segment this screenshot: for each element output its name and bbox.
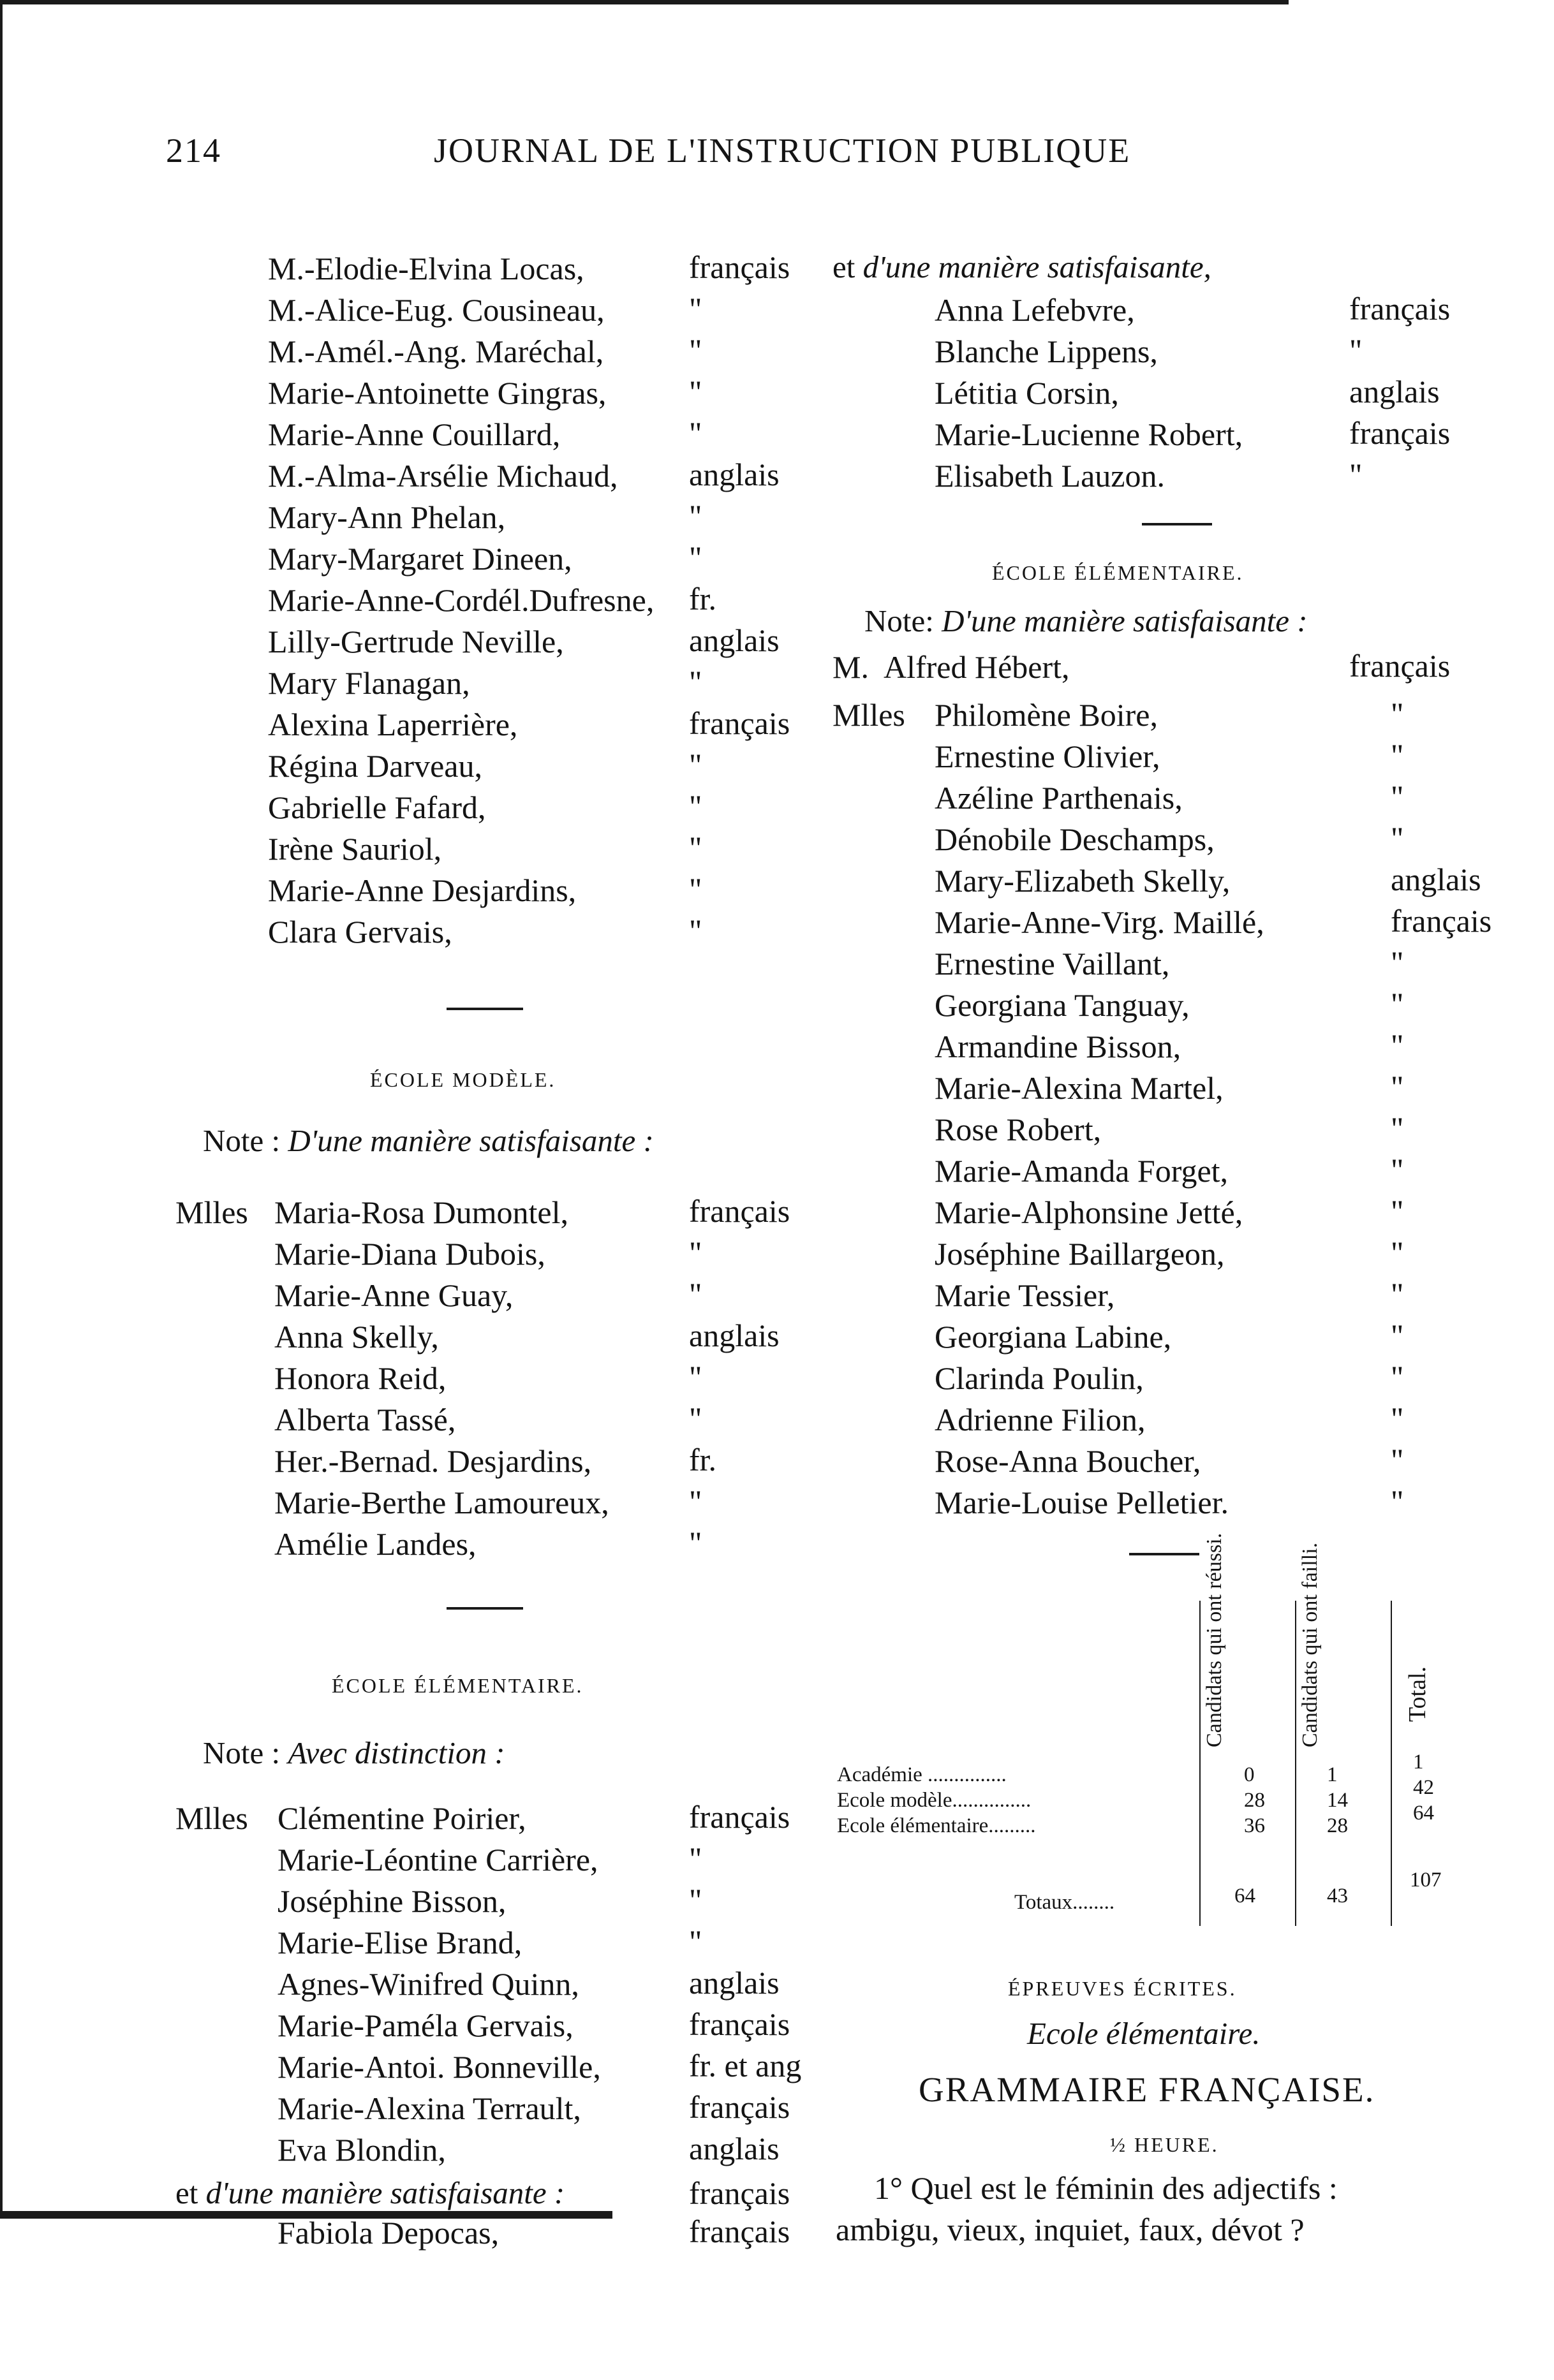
list-item: Marie-Alphonsine Jetté, [935,1194,1243,1230]
list-item: Marie-Anne Guay, [274,1277,514,1313]
list-item: Marie-Diana Dubois, [274,1236,545,1272]
list-item: M.-Alma-Arsélie Michaud, [268,458,618,494]
list-item: Elisabeth Lauzon. [935,458,1165,494]
language-label: " [689,415,702,451]
list-item: Her.-Bernad. Desjardins, [274,1443,592,1479]
list-item: Mary-Ann Phelan, [268,499,506,535]
separator [447,1607,523,1610]
language-label: " [1391,1193,1404,1229]
m-prefix: M. [833,649,869,685]
list-item: Marie-Antoinette Gingras, [268,375,607,411]
table-cell: 42 [1413,1776,1434,1799]
language-label: " [689,747,702,782]
table-row-label: Académie ............... [837,1763,1007,1786]
list-item: Marie-Lucienne Robert, [935,416,1243,452]
ecole-elementaire-heading-right: ÉCOLE ÉLÉMENTAIRE. [992,561,1244,584]
table-cell: 28 [1244,1789,1265,1812]
mlles-prefix: Mlles [175,1194,248,1230]
language-label: " [1391,1110,1404,1146]
table-row-label: Ecole modèle............... [837,1789,1032,1812]
list-item: Létitia Corsin, [935,375,1119,411]
list-item: Agnes-Winifred Quinn, [278,1966,579,2002]
mlles-prefix: Mlles [833,697,905,733]
list-item: Marie-Anne Desjardins, [268,872,577,908]
language-label: anglais [689,1318,780,1353]
language-label: " [689,540,702,575]
language-label: " [689,498,702,534]
language-label: " [1391,1400,1404,1436]
language-label: fr. [689,581,717,617]
list-item: Clara Gervais, [268,914,452,950]
language-label: français [689,1193,790,1229]
ecole-modele-note: Note : D'une manière satisfaisante : [203,1123,654,1158]
journal-title: JOURNAL DE L'INSTRUCTION PUBLIQUE [434,131,1131,170]
language-label: " [689,1525,702,1561]
list-item: Marie Tessier, [935,1277,1115,1313]
column-divider [0,4,3,2211]
list-item: Marie-Amanda Forget, [935,1153,1229,1189]
list-item: Irène Sauriol, [268,831,442,867]
list-item: Eva Blondin, [278,2132,446,2168]
language-label: " [1391,1276,1404,1312]
language-label: français [1349,291,1451,327]
list-item: Georgiana Labine, [935,1319,1172,1355]
page-number: 214 [166,131,221,170]
list-item: Clarinda Poulin, [935,1360,1144,1396]
table-cell: 0 [1244,1763,1255,1786]
table-cell: 14 [1327,1789,1348,1812]
language-label: anglais [689,622,780,658]
separator [1142,523,1212,525]
list-item: Philomène Boire, [935,697,1158,733]
table-cell: 64 [1413,1802,1434,1825]
list-item: Gabrielle Fafard, [268,790,486,825]
table-col-line [1391,1601,1392,1926]
list-item: Clémentine Poirier, [278,1800,526,1836]
language-label: français [689,2214,790,2249]
language-label: " [1349,457,1363,492]
language-label: anglais [689,457,780,492]
language-label: français [1391,903,1492,939]
ecole-elementaire-italic: Ecole élémentaire. [1027,2016,1261,2051]
list-item: Marie-Anne Couillard, [268,416,561,452]
list-item: Rose-Anna Boucher, [935,1443,1201,1479]
language-label: " [689,788,702,824]
language-label: " [1391,1027,1404,1063]
language-label: français [689,2089,790,2125]
language-label: français [689,249,790,285]
list-item: Azéline Parthenais, [935,780,1183,816]
list-item: Anna Skelly, [274,1319,439,1355]
list-item: Maria-Rosa Dumontel, [274,1194,569,1230]
table-row-label: Ecole élémentaire......... [837,1814,1036,1837]
language-label: " [1391,1318,1404,1353]
mlles-prefix: Mlles [175,1800,248,1836]
language-label: " [1391,737,1404,773]
table-header: Total. [1404,1666,1431,1722]
language-label: " [1391,1483,1404,1519]
list-item: M.-Alice-Eug. Cousineau, [268,292,605,328]
language-label: " [689,1400,702,1436]
list-item: Marie-Alexina Martel, [935,1070,1224,1106]
table-cell: 1 [1413,1751,1424,1774]
language-label: " [689,830,702,865]
list-item: Marie-Alexina Terrault, [278,2090,581,2126]
language-label: français [689,2175,790,2211]
language-label: " [689,374,702,409]
language-label: " [1391,820,1404,856]
question-line: 1° Quel est le féminin des adjectifs : [874,2170,1338,2206]
ecole-modele-heading: ÉCOLE MODÈLE. [370,1068,556,1091]
language-label: " [1391,1359,1404,1395]
list-item: Marie-Léontine Carrière, [278,1842,598,1877]
table-cell: 36 [1244,1814,1265,1837]
language-label: " [1391,944,1404,980]
language-label: " [1391,1235,1404,1270]
epreuves-heading: ÉPREUVES ÉCRITES. [1008,1977,1237,2000]
satisfaisante-line: et d'une manière satisfaisante : [175,2175,565,2210]
language-label: " [689,913,702,948]
list-item: Alberta Tassé, [274,1402,456,1437]
right-note: Note: D'une manière satisfaisante : [864,603,1308,638]
list-item: Ernestine Olivier, [935,738,1160,774]
language-label: " [689,1882,702,1918]
language-label: " [1391,1442,1404,1478]
language-label: français [1349,648,1451,684]
separator [447,1008,523,1010]
grammaire-title: GRAMMAIRE FRANÇAISE. [919,2070,1375,2109]
table-cell: 107 [1410,1869,1442,1892]
list-item: Georgiana Tanguay, [935,987,1190,1023]
language-label: " [689,291,702,327]
question-line: ambigu, vieux, inquiet, faux, dévot ? [836,2212,1305,2247]
list-item: Fabiola Depocas, [278,2215,500,2251]
table-cell: 64 [1234,1884,1255,1907]
list-item: Alexina Laperrière, [268,707,518,742]
list-item: Mary-Margaret Dineen, [268,541,572,577]
list-item: Alfred Hébert, [884,649,1070,685]
language-label: " [689,1840,702,1876]
list-item: M.-Elodie-Elvina Locas, [268,251,584,286]
list-item: Adrienne Filion, [935,1402,1146,1437]
table-cell: 1 [1327,1763,1338,1786]
ecole-elementaire-note: Note : Avec distinction : [203,1735,505,1770]
list-item: Rose Robert, [935,1112,1102,1147]
list-item: Marie-Elise Brand, [278,1925,522,1960]
language-label: français [1349,415,1451,451]
language-label: fr. et ang [689,2048,802,2083]
language-label: " [1391,696,1404,731]
language-label: " [1349,332,1363,368]
list-item: Joséphine Baillargeon, [935,1236,1225,1272]
header-rule-thin [0,3,1289,4]
table-cell: 28 [1327,1814,1348,1837]
separator [1129,1553,1199,1555]
language-label: fr. [689,1442,717,1478]
table-col-line [1199,1601,1201,1926]
list-item: Marie-Berthe Lamoureux, [274,1485,609,1520]
right-intro: et d'une manière satisfaisante, [833,249,1211,284]
table-cell: 43 [1327,1884,1348,1907]
ecole-elementaire-heading: ÉCOLE ÉLÉMENTAIRE. [332,1674,584,1697]
language-label: anglais [689,1965,780,2001]
list-item: Honora Reid, [274,1360,447,1396]
table-col-line [1295,1601,1296,1926]
language-label: français [689,705,790,741]
list-item: Mary Flanagan, [268,665,470,701]
language-label: " [689,664,702,700]
language-label: anglais [689,2131,780,2166]
language-label: " [689,1235,702,1270]
language-label: " [689,1483,702,1519]
language-label: français [689,2006,790,2042]
list-item: Mary-Elizabeth Skelly, [935,863,1231,899]
list-item: Régina Darveau, [268,748,482,784]
language-label: " [689,871,702,907]
list-item: Marie-Louise Pelletier. [935,1485,1229,1520]
list-item: Blanche Lippens, [935,334,1158,369]
language-label: " [689,1276,702,1312]
list-item: Joséphine Bisson, [278,1883,507,1919]
language-label: " [1391,1152,1404,1187]
list-item: Marie-Antoi. Bonneville, [278,2049,601,2085]
language-label: " [1391,1069,1404,1105]
list-item: Ernestine Vaillant, [935,946,1170,981]
language-label: " [1391,986,1404,1022]
table-totals-label: Totaux........ [1014,1891,1115,1914]
list-item: Lilly-Gertrude Neville, [268,624,564,659]
table-header: Candidats qui ont failli. [1298,1542,1322,1747]
list-item: Armandine Bisson, [935,1029,1181,1064]
list-item: Marie-Anne-Cordél.Dufresne, [268,582,655,618]
list-item: Marie-Paméla Gervais, [278,2008,574,2043]
language-label: anglais [1349,374,1440,409]
language-label: français [689,1799,790,1835]
table-header: Candidats qui ont réussi. [1202,1532,1226,1747]
heure-label: ½ HEURE. [1110,2133,1219,2156]
language-label: " [689,1359,702,1395]
list-item: M.-Amél.-Ang. Maréchal, [268,334,604,369]
list-item: Amélie Landes, [274,1526,477,1562]
language-label: " [689,1923,702,1959]
list-item: Marie-Anne-Virg. Maillé, [935,904,1264,940]
list-item: Anna Lefebvre, [935,292,1135,328]
language-label: " [689,332,702,368]
language-label: " [1391,779,1404,814]
language-label: anglais [1391,862,1481,897]
list-item: Dénobile Deschamps, [935,821,1215,857]
